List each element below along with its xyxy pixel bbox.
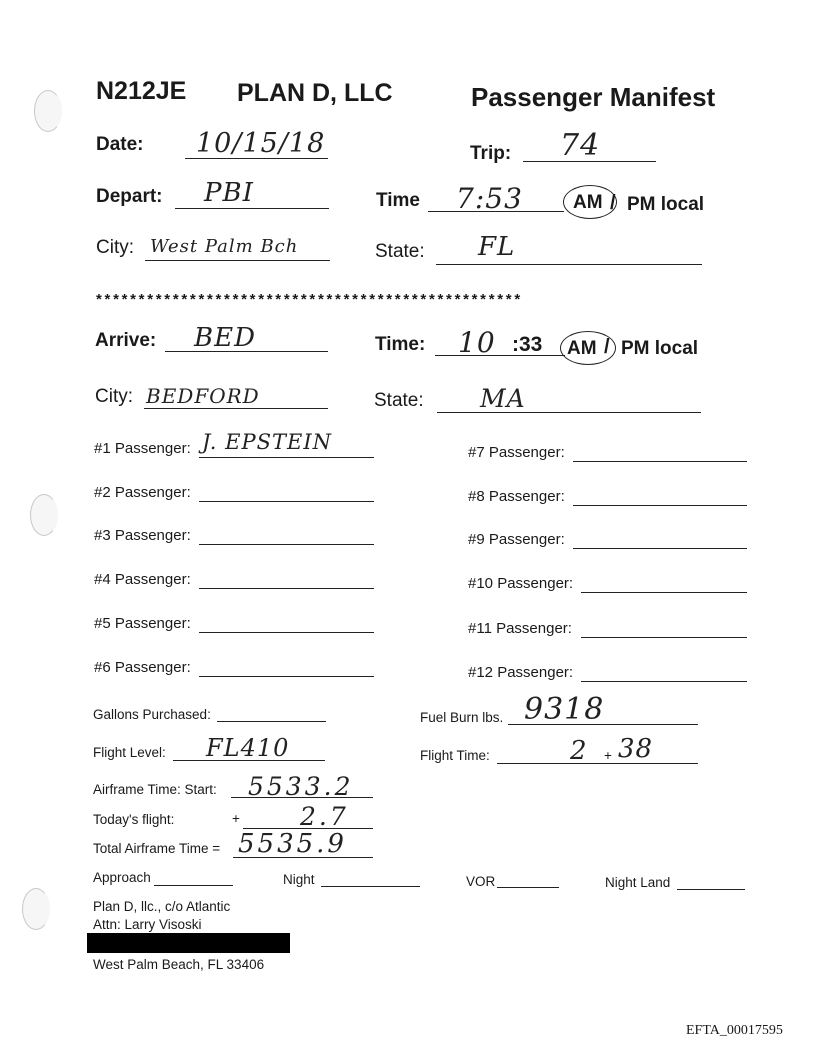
form-title: Passenger Manifest bbox=[471, 82, 716, 112]
depart-time-value[interactable]: 7:53 bbox=[456, 182, 523, 215]
approach-label: Approach bbox=[93, 870, 151, 885]
passenger-5-label: #5 Passenger: bbox=[94, 615, 191, 632]
depart-value[interactable]: PBI bbox=[204, 178, 254, 208]
depart-city-value[interactable]: West Palm Bch bbox=[150, 236, 299, 257]
flight-time-label: Flight Time: bbox=[420, 748, 490, 763]
fuel-burn-label: Fuel Burn lbs. bbox=[420, 710, 504, 725]
arrive-time-hour[interactable]: 10 bbox=[458, 326, 496, 359]
night-land-label: Night Land bbox=[605, 875, 671, 890]
approach-line[interactable] bbox=[154, 885, 233, 886]
passenger-1-value[interactable]: J. EPSTEIN bbox=[202, 430, 332, 454]
passenger-9-line[interactable] bbox=[573, 548, 747, 549]
todays-flight-label: Today's flight: bbox=[93, 812, 175, 827]
passenger-7-line[interactable] bbox=[573, 461, 747, 462]
airframe-start-value[interactable]: 5533.2 bbox=[248, 772, 354, 801]
passenger-3-label: #3 Passenger: bbox=[94, 527, 191, 544]
depart-pm[interactable]: PM local bbox=[627, 194, 705, 215]
depart-city-label: City: bbox=[96, 237, 134, 258]
flight-time-sep: + bbox=[604, 748, 612, 763]
depart-state-label: State: bbox=[375, 241, 425, 262]
depart-state-value[interactable]: FL bbox=[478, 232, 516, 262]
arrive-label: Arrive: bbox=[95, 330, 157, 351]
night-label: Night bbox=[283, 872, 315, 887]
trip-label: Trip: bbox=[470, 143, 512, 164]
bates-number: EFTA_00017595 bbox=[686, 1023, 783, 1038]
date-value[interactable]: 10/15/18 bbox=[196, 128, 326, 159]
fuel-burn-value[interactable]: 9318 bbox=[524, 692, 605, 727]
passenger-4-line[interactable] bbox=[199, 588, 374, 589]
depart-city-line bbox=[145, 260, 330, 261]
passenger-9-label: #9 Passenger: bbox=[468, 531, 565, 548]
flight-time-hours[interactable]: 2 bbox=[570, 736, 588, 766]
passenger-3-line[interactable] bbox=[199, 544, 374, 545]
passenger-5-line[interactable] bbox=[199, 632, 374, 633]
redaction-bar bbox=[87, 933, 290, 953]
passenger-2-line[interactable] bbox=[199, 501, 374, 502]
arrive-city-label: City: bbox=[95, 386, 133, 407]
gallons-line[interactable] bbox=[217, 721, 326, 722]
arrive-am[interactable]: AM bbox=[567, 338, 597, 359]
flight-level-value[interactable]: FL410 bbox=[206, 734, 290, 762]
arrive-slash: / bbox=[604, 336, 610, 358]
passenger-7-label: #7 Passenger: bbox=[468, 444, 565, 461]
passenger-4-label: #4 Passenger: bbox=[94, 571, 191, 588]
flight-time-line bbox=[497, 763, 698, 764]
total-airframe-label: Total Airframe Time = bbox=[93, 841, 221, 856]
depart-time-label: Time bbox=[376, 190, 421, 211]
depart-slash: / bbox=[610, 192, 616, 214]
punch-hole-middle bbox=[30, 494, 58, 536]
separator-stars: ************************************************** bbox=[96, 291, 523, 308]
arrive-city-value[interactable]: BEDFORD bbox=[146, 384, 260, 408]
night-line[interactable] bbox=[321, 886, 420, 887]
arrive-city-line bbox=[144, 408, 328, 409]
passenger-1-label: #1 Passenger: bbox=[94, 440, 191, 457]
gallons-label: Gallons Purchased: bbox=[93, 707, 211, 722]
arrive-state-label: State: bbox=[374, 390, 424, 411]
passenger-11-label: #11 Passenger: bbox=[468, 620, 572, 637]
depart-state-line bbox=[436, 264, 702, 265]
passenger-10-label: #10 Passenger: bbox=[468, 575, 574, 592]
passenger-2-label: #2 Passenger: bbox=[94, 484, 191, 501]
passenger-8-label: #8 Passenger: bbox=[468, 488, 565, 505]
tail-number: N212JE bbox=[96, 77, 187, 105]
vor-label: VOR bbox=[466, 874, 496, 889]
punch-hole-bottom bbox=[22, 888, 50, 930]
passenger-11-line[interactable] bbox=[581, 637, 747, 638]
passenger-12-label: #12 Passenger: bbox=[468, 664, 574, 681]
address-line-2: Attn: Larry Visoski bbox=[93, 917, 202, 932]
depart-am[interactable]: AM bbox=[573, 192, 603, 213]
company-name: PLAN D, LLC bbox=[237, 79, 393, 107]
flight-level-label: Flight Level: bbox=[93, 745, 166, 760]
arrive-pm[interactable]: PM local bbox=[621, 338, 699, 359]
todays-flight-plus: + bbox=[232, 811, 240, 826]
arrive-state-value[interactable]: MA bbox=[480, 384, 526, 413]
passenger-6-label: #6 Passenger: bbox=[94, 659, 191, 676]
flight-time-minutes[interactable]: 38 bbox=[618, 734, 654, 764]
arrive-time-line bbox=[435, 355, 565, 356]
trip-value[interactable]: 74 bbox=[560, 128, 601, 163]
night-land-line[interactable] bbox=[677, 889, 745, 890]
passenger-12-line[interactable] bbox=[581, 681, 747, 682]
passenger-8-line[interactable] bbox=[573, 505, 747, 506]
todays-flight-value[interactable]: 2.7 bbox=[300, 802, 349, 831]
vor-line[interactable] bbox=[497, 887, 559, 888]
passenger-10-line[interactable] bbox=[581, 592, 747, 593]
total-airframe-value[interactable]: 5535.9 bbox=[238, 829, 347, 859]
passenger-1-line bbox=[199, 457, 374, 458]
arrive-value[interactable]: BED bbox=[194, 323, 256, 353]
passenger-6-line[interactable] bbox=[199, 676, 374, 677]
address-line-1: Plan D, llc., c/o Atlantic bbox=[93, 899, 231, 914]
date-label: Date: bbox=[96, 134, 144, 155]
arrive-time-label: Time: bbox=[375, 334, 426, 355]
punch-hole-top bbox=[34, 90, 62, 132]
arrive-state-line bbox=[437, 412, 701, 413]
airframe-start-label: Airframe Time: Start: bbox=[93, 782, 217, 797]
arrive-time-minutes[interactable]: :33 bbox=[512, 333, 543, 356]
depart-label: Depart: bbox=[96, 186, 163, 207]
address-line-4: West Palm Beach, FL 33406 bbox=[93, 957, 265, 972]
depart-line bbox=[175, 208, 329, 209]
